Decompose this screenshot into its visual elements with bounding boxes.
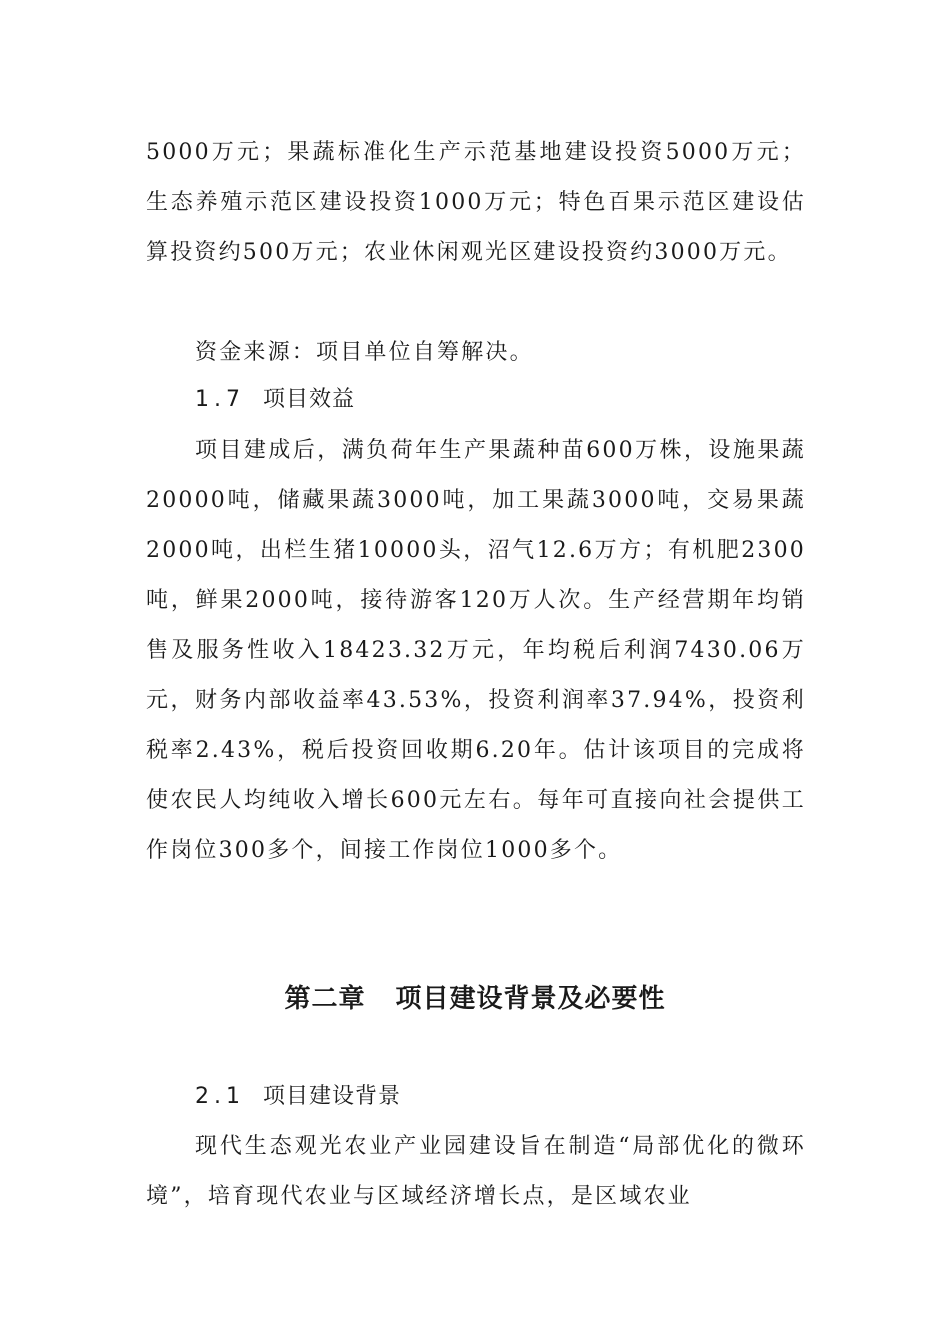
chapter-number: 第二章 <box>284 984 366 1014</box>
section-title: 项目建设背景 <box>263 1084 402 1109</box>
chapter-title: 项目建设背景及必要性 <box>395 984 666 1014</box>
background-paragraph: 现代生态观光农业产业园建设旨在制造“局部优化的微环境”，培育现代农业与区域经济增长点，是区域农业 <box>146 1134 806 1209</box>
funding-source-paragraph: 资金来源：项目单位自筹解决。 <box>195 340 534 365</box>
section-number: 2.1 <box>195 1084 245 1109</box>
benefits-paragraph: 项目建成后，满负荷年生产果蔬种苗600万株，设施果蔬20000吨，储藏果蔬3000吨，加工果蔬3000吨，交易果蔬2000吨，出栏生猪10000头，沼气12.6万方；有机肥2300吨，鲜果2000吨，接待游客120万人次。生产经营期年均销售及服务性收入18423.32万元，年均税后利润7430.06万元，财务内部收益率43.53%，投资利润率37.94%，投资利税率2.43%，税后投资回收期6.20年。估计该项目的完成将使农民人均纯收入增长600元左右。每年可直接向社会提供工作岗位300多个，间接工作岗位1000多个。 <box>146 438 806 863</box>
section-heading-2-1 <box>195 1082 401 1112</box>
section-number: 1.7 <box>195 387 245 412</box>
section-heading-1-7 <box>195 385 355 415</box>
investment-paragraph: 5000万元；果蔬标准化生产示范基地建设投资5000万元；生态养殖示范区建设投资1000万元；特色百果示范区建设估算投资约500万元；农业休闲观光区建设投资约3000万元。 <box>146 140 806 265</box>
section-title: 项目效益 <box>263 387 356 412</box>
chapter-heading <box>0 981 950 1017</box>
